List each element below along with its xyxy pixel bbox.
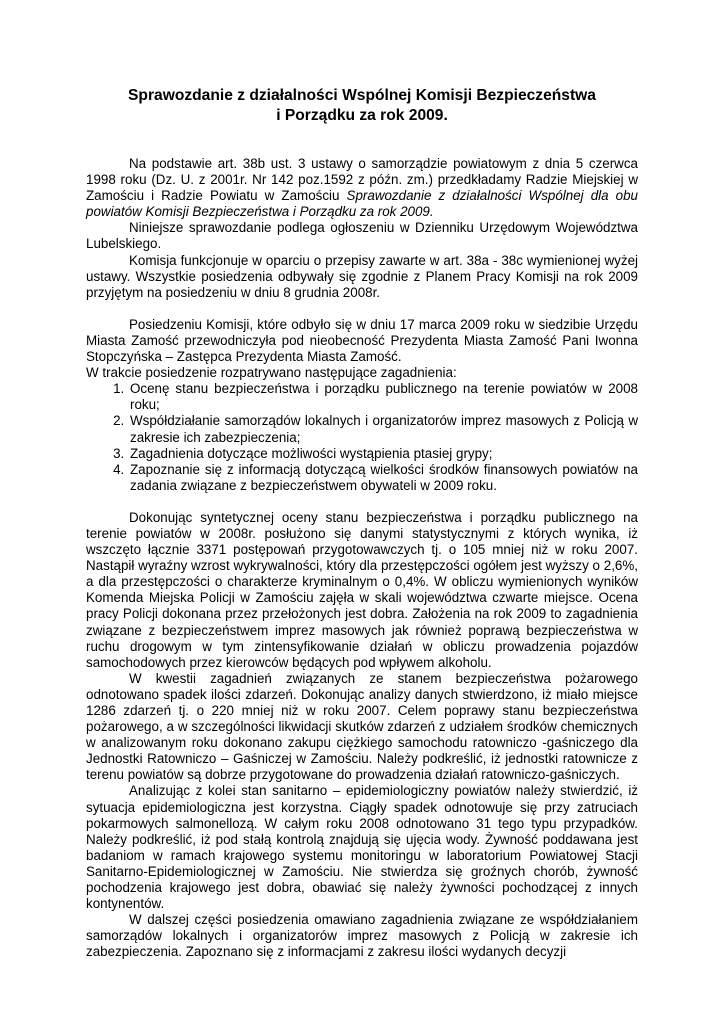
title-line-2: i Porządku za rok 2009. xyxy=(276,107,448,124)
agenda-item: 1. Ocenę stanu bezpieczeństwa i porządku publicznego na terenie powiatów w 2008 roku; xyxy=(128,381,638,413)
fire-safety-paragraph: W kwestii zagadnień związanych ze stanem bezpieczeństwa pożarowego odnotowano spadek ilości zdarzeń. Dokonując analizy danych stwierdzono, iż miało miejsce 1286 zdarzeń tj. o 220 mniej niż w roku 2007. Celem poprawy stanu bezpieczeństwa pożarowego, a w szczególności likwidacji skutków zdarzeń z udziałem środków chemicznych w analizowanym roku dokonano zakupu ciężkiego samochodu ratowniczo -gaśniczego dla Jednostki Ratowniczo – Gaśniczej w Zamościu. Należy podkreślić, iż jednostki ratownicze z terenu powiatów są dobrze przygotowane do prowadzenia działań ratowniczo-gaśniczych. xyxy=(86,670,638,783)
intro-text: Na podstawie art. 38b ust. 3 ustawy o samorządzie powiatowym z dnia 5 czerwca 1998 roku (Dz. U. z 2001r. Nr 142 poz.1592 z późn. zm.) przedkładamy Radzie Miejskiej w Zamościu i Radzie Powiatu w Zamościu xyxy=(86,156,638,204)
intro-report-title: Sprawozdanie z działalności Wspólnej dla obu powiatów Komisji Bezpieczeństwa i Porządku za rok 2009. xyxy=(86,188,638,220)
agenda-list xyxy=(86,381,638,494)
publication-paragraph: Niniejsze sprawozdanie podlega ogłoszeniu w Dzienniku Urzędowym Województwa Lubelskiego. xyxy=(86,220,638,252)
meeting-paragraph: Posiedzeniu Komisji, które odbyło się w dniu 17 marca 2009 roku w siedzibie Urzędu Miasta Zamość przewodniczyła pod nieobecność Prezydenta Miasta Zamość Pani Iwonna Stopczyńska – Zastępca Prezydenta Miasta Zamość. xyxy=(86,316,638,365)
agenda-item: 2. Współdziałanie samorządów lokalnych i organizatorów imprez masowych z Policją w zakresie ich zabezpieczenia; xyxy=(128,413,638,445)
agenda-intro: W trakcie posiedzenie rozpatrywano następujące zagadnienia: xyxy=(86,365,457,381)
safety-assessment-paragraph: Dokonując syntetycznej oceny stanu bezpieczeństwa i porządku publicznego na terenie powiatów w 2008r. posłużono się danymi statystycznymi z których wynika, iż wszczęto łącznie 3371 postępowań przygotowawczych tj. o 105 mniej niż w roku 2007. Nastąpił wyraźny wzrost wykrywalności, który dla przestępczości ogółem jest wyższy o 2,6%, a dla przestępczości o charakterze kryminalnym o 0,4%. W obliczu wymienionych wyników Komenda Miejska Policji w Zamościu zajęła w skali województwa czwarte miejsce. Ocena pracy Policji dokonana przez przełożonych jest dobra. Założenia na rok 2009 to zagadnienia związane z bezpieczeństwem imprez masowych jak również poprawą bezpieczeństwa w ruchu drogowym w tym zintensyfikowanie działań w obliczu prowadzenia pojazdów samochodowych przez kierowców będących pod wpływem alkoholu. xyxy=(86,509,638,670)
sanitary-paragraph: Analizując z kolei stan sanitarno – epidemiologiczny powiatów należy stwierdzić, iż sytuacja epidemiologiczna jest korzystna. Ciągły spadek odnotowuje się przy zatruciach pokarmowych salmonellozą. W całym roku 2008 odnotowano 31 tego typu przypadków. Należy podkreślić, iż pod stałą kontrolą znajdują się ujęcia wody. Żywność poddawana jest badaniom w ramach krajowego systemu monitoringu w laboratorium Powiatowej Stacji Sanitarno-Epidemiologicznej w Zamościu. Nie stwierdza się groźnych chorób, żywność pochodzenia krajowego jest dobra, obawiać się należy żywności pochodzącej z innych kontynentów. xyxy=(86,783,638,912)
intro-paragraph xyxy=(86,156,638,220)
title-line-1: Sprawozdanie z działalności Wspólnej Komisji Bezpieczeństwa xyxy=(128,87,596,104)
agenda-item: 4. Zapoznanie się z informacją dotyczącą wielkości środków finansowych powiatów na zadania związane z bezpieczeństwem obywateli w 2009 roku. xyxy=(128,462,638,494)
document-title xyxy=(80,86,644,126)
document-body xyxy=(86,156,638,961)
legal-basis-paragraph: Komisja funkcjonuje w oparciu o przepisy zawarte w art. 38a - 38c wymienionej wyżej ustawy. Wszystkie posiedzenia odbywały się zgodnie z Planem Pracy Komisji na rok 2009 przyjętym na posiedzeniu w dniu 8 grudnia 2008r. xyxy=(86,252,638,300)
mass-events-paragraph: W dalszej części posiedzenia omawiano zagadnienia związane ze współdziałaniem samorządów lokalnych i organizatorów imprez masowych z Policją w zakresie ich zabezpieczenia. Zapoznano się z informacjami z zakresu ilości wydanych decyzji xyxy=(86,912,638,960)
agenda-item: 3. Zagadnienia dotyczące możliwości wystąpienia ptasiej grypy; xyxy=(128,446,638,462)
